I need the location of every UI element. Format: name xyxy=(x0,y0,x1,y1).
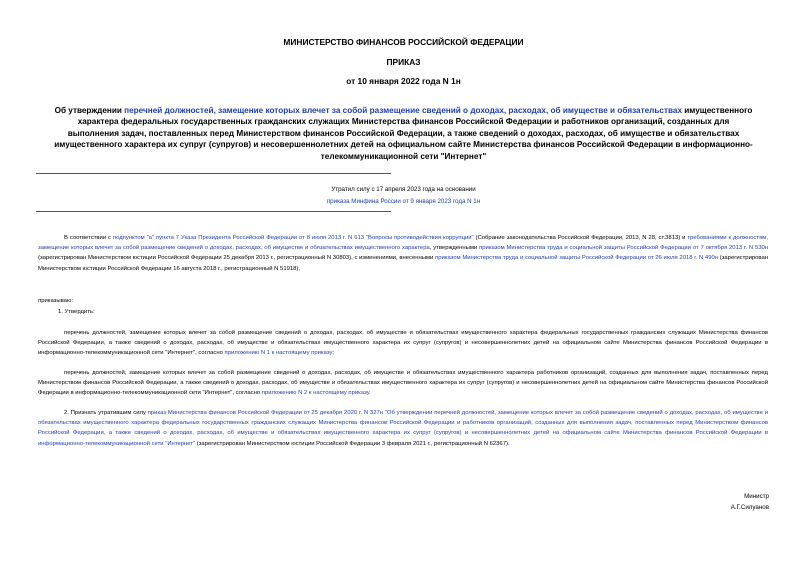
item-2 xyxy=(38,408,768,449)
title-rest: имущественного характера федеральных государственных гражданских служащих Министерства финансов Российской Федерации и работников организаций, созданных для выполнения задач, поставленных перед Министерством финансов Российской Федерации, а также сведений о доходах, расходах, об имуществе и обязательствах имущественного характера их супруг (супругов) и несовершеннолетних детей на официальном сайте Министерства финансов Российской Федерации в информационно-телекоммуникационной сети "Интернет" xyxy=(54,106,753,161)
preamble-text-3: , утвержденными xyxy=(429,245,480,252)
list-item-2 xyxy=(38,368,768,399)
ministry-heading: МИНИСТЕРСТВО ФИНАНСОВ РОССИЙСКОЙ ФЕДЕРАЦИИ xyxy=(283,37,524,47)
annulment-note xyxy=(0,184,807,208)
divider-top xyxy=(36,173,391,174)
title-prefix: Об утверждении xyxy=(54,106,125,115)
doc-type-heading: ПРИКАЗ xyxy=(386,57,421,67)
appendix-2-link[interactable]: приложению N 2 к настоящему приказу xyxy=(261,390,370,397)
list-item-1 xyxy=(38,328,768,359)
preamble-text-1: В соответствии с xyxy=(64,235,113,241)
signature-name: А.Г.Силуанов xyxy=(730,503,769,511)
annulment-line1: Утратил силу с 17 апреля 2023 года на основании xyxy=(331,186,476,193)
preamble-paragraph xyxy=(38,233,768,274)
order-530n-link[interactable]: приказом Министерства труда и социальной защиты Российской Федерации от 7 октября 2013 г. N 530н xyxy=(479,245,768,252)
item-1: 1. Утвердить: xyxy=(58,309,95,315)
list-item-2-text: перечень должностей, замещение которых влечет за собой размещение сведений о доходах, расходах, об имуществе и обязательствах имущественного характера работников организаций, созданных для выполнения задач, поставленных перед Министерством финансов Российской Федерации, а также сведений о доходах, расходах, об имуществе и обязательствах имущественного характера их супруг (супругов) и несовершеннолетних детей на официальном сайте Министерства финансов Российской Федерации в информационно-телекоммуникационной сети "Интернет", согласно xyxy=(38,370,768,397)
title-link[interactable]: перечней должностей, замещение которых влечет за собой размещение сведений о доходах, расходах, об имуществе и обязательствах xyxy=(124,106,682,115)
item-2-end: (зарегистрирован Министерством юстиции Российской Федерации 3 февраля 2021 г., регистрационный N 62367). xyxy=(195,440,510,447)
doc-date-number: от 10 января 2022 года N 1н xyxy=(346,76,461,86)
orders-word: приказываю: xyxy=(38,298,74,304)
document-title xyxy=(52,105,755,162)
annulment-link[interactable]: приказа Минфина России от 9 января 2023 года N 1н xyxy=(326,198,481,205)
list-item-2-end: . xyxy=(369,390,371,397)
preamble-text-5: (зарегистрирован Министерством юстиции Российской Федерации 16 августа 2018 г., регистрационный N 51918), xyxy=(38,255,769,272)
item-2-text: 2. Признать утратившим силу xyxy=(64,410,148,416)
signature-block xyxy=(731,492,769,513)
list-item-1-end: ; xyxy=(332,350,335,357)
list-item-1-text: перечень должностей, замещение которых влечет за собой размещение сведений о доходах, расходах, об имуществе и обязательствах имущественного характера федеральных государственных гражданских служащих Министерства финансов Российской Федерации, а также сведений о доходах, расходах, об имуществе и обязательствах имущественного характера их супруг (супругов) и несовершеннолетних детей на официальном сайте Министерства финансов Российской Федерации в информационно-телекоммуникационной сети "Интернет", согласно xyxy=(38,330,768,357)
preamble-text-4: (зарегистрирован Министерством юстиции Российской Федерации 25 декабря 2013 г., регистрационный N 30803), с изменениями, внесенными xyxy=(38,255,436,262)
preamble-text-2: (Собрание законодательства Российской Федерации, 2013, N 28, ст.3813) и xyxy=(473,235,688,241)
order-327n-link[interactable]: приказ Министерства финансов Российской Федерации от 25 декабря 2020 г. N 327н "Об утверждении перечней должностей, замещение которых влечет за собой размещение сведений о доходах, расходах, об имуществе и обязательствах имущественного характера федеральных государственных гражданских служащих Министерства финансов Российской Федерации и работников организаций, созданных для выполнения задач, поставленных перед Министерством финансов Российской Федерации, а также сведений о доходах, расходах, об имуществе и обязательствах имущественного характера их супруг (супругов) и несовершеннолетних детей на официальном сайте Министерства финансов Российской Федерации в информационно-телекоммуникационной сети "Интернет" xyxy=(38,410,768,447)
appendix-1-link[interactable]: приложению N 1 к настоящему приказу xyxy=(224,350,333,357)
signature-position: Министр xyxy=(744,493,769,500)
requirements-link[interactable]: требованиями к должностям, замещение которых влечет за собой размещение сведений о доходах, расходах, об имуществе и обязательствах имущественного характера xyxy=(38,235,768,252)
order-490n-link[interactable]: приказом Министерства труда и социальной защиты Российской Федерации от 26 июля 2018 г. N 490н xyxy=(435,255,719,262)
decree-613-link[interactable]: подпунктом "а" пункта 7 Указа Президента Российской Федерации от 8 июля 2013 г. N 613 "Вопросы противодействия коррупции" xyxy=(112,235,474,241)
divider-bottom xyxy=(36,211,391,212)
